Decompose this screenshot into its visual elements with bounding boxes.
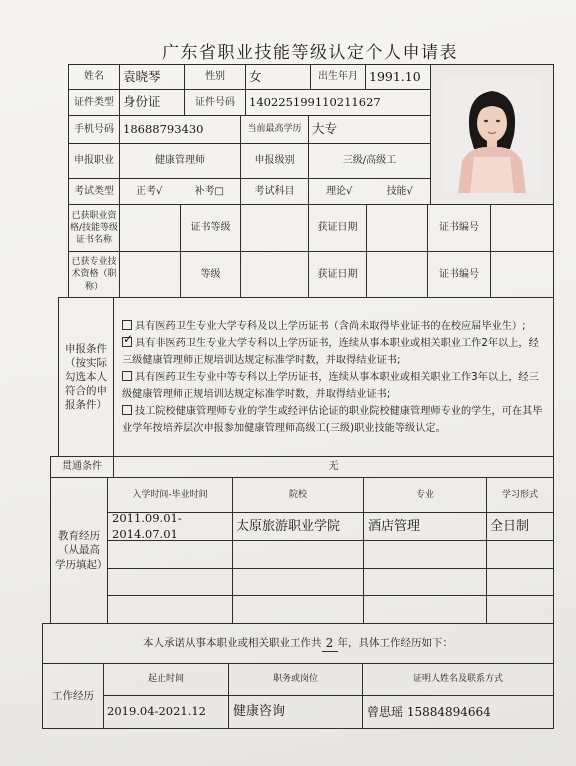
cert-no-cell-2 (490, 251, 554, 298)
edu-row-empty (363, 595, 487, 624)
value-birth: 1991.10 (365, 64, 431, 90)
edu-row-empty (107, 540, 233, 569)
level-cell (240, 251, 309, 298)
conditions-list (113, 297, 554, 457)
checkbox-icon[interactable] (122, 320, 132, 330)
portrait-image (444, 77, 540, 193)
label-education: 当前最高学历 (240, 115, 309, 144)
cert-no-cell (490, 204, 554, 252)
label-work-history: 工作经历 (42, 663, 104, 729)
applicant-photo (430, 64, 554, 205)
work-commitment (42, 623, 554, 664)
work-header-period: 起止时间 (103, 663, 229, 696)
edu-row-empty (486, 595, 554, 624)
value-phone: 18688793430 (119, 115, 241, 144)
label-obtain-date: 获证日期 (308, 204, 367, 252)
label-consistent: 贯通条件 (50, 456, 114, 478)
label-cert-no-2: 证书编号 (427, 251, 491, 298)
value-name: 袁晓琴 (119, 64, 185, 90)
form-title: 广东省职业技能等级认定个人申请表 (162, 43, 458, 63)
label-apply-job: 申报职业 (68, 143, 120, 179)
edu-row-empty (107, 568, 233, 596)
label-obtained-cert: 已获职业资格/技能等级证书名称 (68, 204, 120, 252)
edu-header-form: 学习形式 (486, 477, 554, 513)
edu-row-major: 酒店管理 (363, 512, 487, 541)
edu-header-major: 专业 (363, 477, 487, 513)
label-cert-no: 证书编号 (427, 204, 491, 252)
label-cert-level: 证书等级 (180, 204, 241, 252)
tech-name-cell (119, 251, 181, 298)
label-id-type: 证件类型 (68, 89, 120, 116)
edu-row-empty (232, 568, 364, 596)
edu-row-empty (486, 540, 554, 569)
value-gender: 女 (245, 64, 311, 90)
edu-row-empty (107, 595, 233, 624)
condition-item: ✓ 具有非医药卫生专业大学专科以上学历证书，连续从事本职业或相关职业工作2年以上，经三级健康管理师正规培训达规定标准学时数，并取得结业证书; (122, 331, 539, 366)
condition-item: 具有医药卫生专业大学专科及以上学历证书（含尚未取得毕业证书的在校应届毕业生）; (122, 318, 526, 335)
commitment-text-end: 年，具体工作经历如下： (337, 637, 453, 650)
edu-row-school: 太原旅游职业学院 (232, 512, 364, 541)
edu-header-time: 入学时间-毕业时间 (107, 477, 233, 513)
value-apply-level: 三级/高级工 (308, 143, 431, 179)
work-row-position: 健康咨询 (228, 695, 363, 729)
checkbox-checked-icon[interactable]: ✓ (123, 331, 134, 346)
theory-option: 理论√ (326, 185, 353, 197)
work-years: 2 (322, 635, 338, 652)
edu-row-empty (232, 540, 364, 569)
edu-row-empty (363, 540, 487, 569)
label-gender: 性别 (184, 64, 246, 90)
value-id-no: 140225199110211627 (245, 89, 431, 116)
exam-subject-options (308, 178, 431, 205)
edu-row-empty (486, 568, 554, 596)
condition-item: 技工院校健康管理师专业的学生或经评估论证的职业院校健康管理师专业的学生，可在其毕业学年按培养层次申报参加健康管理师高级工(三级)职业技能等级认定。 (122, 405, 543, 434)
condition-item: 具有医药卫生专业中等专科以上学历证书，连续从事本职业或相关职业工作3年以上，经三级健康管理师正规培训达规定标准学时数，并取得结业证书; (122, 371, 539, 400)
skill-option: 技能√ (386, 185, 413, 197)
work-row-reference: 曾思瑶 15884894664 (362, 695, 554, 729)
checkbox-icon[interactable] (122, 371, 132, 381)
label-level: 等级 (180, 251, 241, 298)
obtain-date-cell-2 (366, 251, 428, 298)
label-obtained-tech: 已获专业技术资格（职称） (68, 251, 120, 298)
label-phone: 手机号码 (68, 115, 120, 144)
label-birth: 出生年月 (310, 64, 366, 90)
label-apply-level: 申报级别 (240, 143, 309, 179)
value-id-type: 身份证 (119, 89, 185, 116)
obtain-date-cell (366, 204, 428, 252)
label-name: 姓名 (68, 64, 120, 90)
label-exam-subject: 考试科目 (240, 178, 309, 205)
commitment-text: 本人承诺从事本职业或相关职业工作共 (143, 637, 322, 650)
work-header-reference: 证明人姓名及联系方式 (362, 663, 554, 696)
value-consistent: 无 (113, 456, 554, 478)
work-header-position: 职务或岗位 (228, 663, 363, 696)
label-obtain-date-2: 获证日期 (308, 251, 367, 298)
cert-level-cell (240, 204, 309, 252)
label-id-no: 证件号码 (184, 89, 246, 116)
edu-row-empty (363, 568, 487, 596)
edu-row-time: 2011.09.01-2014.07.01 (107, 512, 233, 541)
value-apply-job: 健康管理师 (119, 143, 241, 179)
value-education: 大专 (308, 115, 431, 144)
checkbox-icon[interactable] (122, 405, 132, 415)
edu-row-empty (232, 595, 364, 624)
label-exam-type: 考试类型 (68, 178, 120, 205)
exam-normal-option: 正考√ (136, 185, 163, 197)
work-row-period: 2019.04-2021.12 (103, 695, 229, 729)
label-conditions: 申报条件（按实际勾选本人符合的申报条件） (58, 297, 114, 457)
label-edu-history: 教育经历（从最高学历填起） (50, 477, 108, 624)
cert-name-cell (119, 204, 181, 252)
edu-header-school: 院校 (232, 477, 364, 513)
exam-type-options (119, 178, 241, 205)
edu-row-form: 全日制 (486, 512, 554, 541)
exam-makeup-option: 补考□ (194, 185, 224, 197)
